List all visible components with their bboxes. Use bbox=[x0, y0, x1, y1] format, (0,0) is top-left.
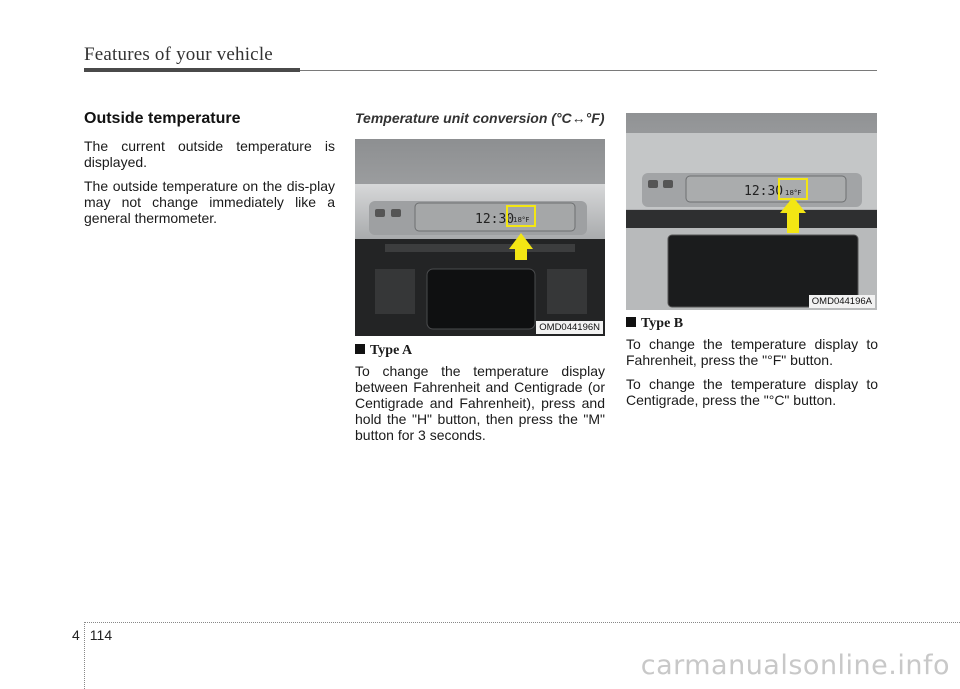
conversion-section bbox=[355, 110, 605, 126]
photo-code-label: OMD044196A bbox=[809, 295, 875, 308]
header-rule-thick bbox=[84, 68, 300, 72]
photo-code-label: OMD044196N bbox=[536, 321, 603, 334]
watermark: carmanualsonline.info bbox=[640, 650, 950, 681]
dashboard-illustration-b bbox=[626, 113, 877, 310]
clock-display: 12:30 bbox=[744, 184, 784, 199]
type-heading: Type A bbox=[355, 343, 605, 359]
photo-type-b bbox=[626, 113, 877, 310]
clock-display: 12:30 bbox=[475, 212, 515, 227]
bullet-square-icon bbox=[355, 344, 365, 354]
chapter-number: 4 bbox=[72, 627, 80, 643]
page-header-title: Features of your vehicle bbox=[84, 44, 273, 65]
paragraph: To change the temperature display to Centigrade, press the "°C" button. bbox=[626, 376, 878, 408]
outside-temperature-section bbox=[84, 110, 335, 234]
temperature-display: 18°F bbox=[785, 189, 802, 197]
header-rule-thin bbox=[300, 70, 877, 71]
paragraph: To change the temperature display to Fahrenheit, press the "°F" button. bbox=[626, 336, 878, 368]
type-heading: Type B bbox=[626, 316, 878, 332]
dashboard-illustration-a bbox=[355, 139, 605, 336]
temperature-display: 18°F bbox=[513, 216, 530, 224]
type-a-section bbox=[355, 343, 605, 451]
footer-rule bbox=[84, 622, 960, 623]
page-number bbox=[72, 627, 112, 643]
paragraph: The outside temperature on the dis-play may not change immediately like a general thermometer. bbox=[84, 178, 335, 226]
section-heading: Outside temperature bbox=[84, 110, 241, 127]
subsection-heading: Temperature unit conversion (°C↔°F) bbox=[355, 110, 605, 126]
paragraph: To change the temperature display between Fahrenheit and Centigrade (or Centigrade and Fahrenheit), press and hold the "H" button, then press the "M" button for 3 seconds. bbox=[355, 363, 605, 443]
paragraph: The current outside temperature is displayed. bbox=[84, 138, 335, 170]
type-b-section bbox=[626, 316, 878, 416]
photo-type-a bbox=[355, 139, 605, 336]
bullet-square-icon bbox=[626, 317, 636, 327]
page-number-value: 114 bbox=[89, 627, 113, 643]
